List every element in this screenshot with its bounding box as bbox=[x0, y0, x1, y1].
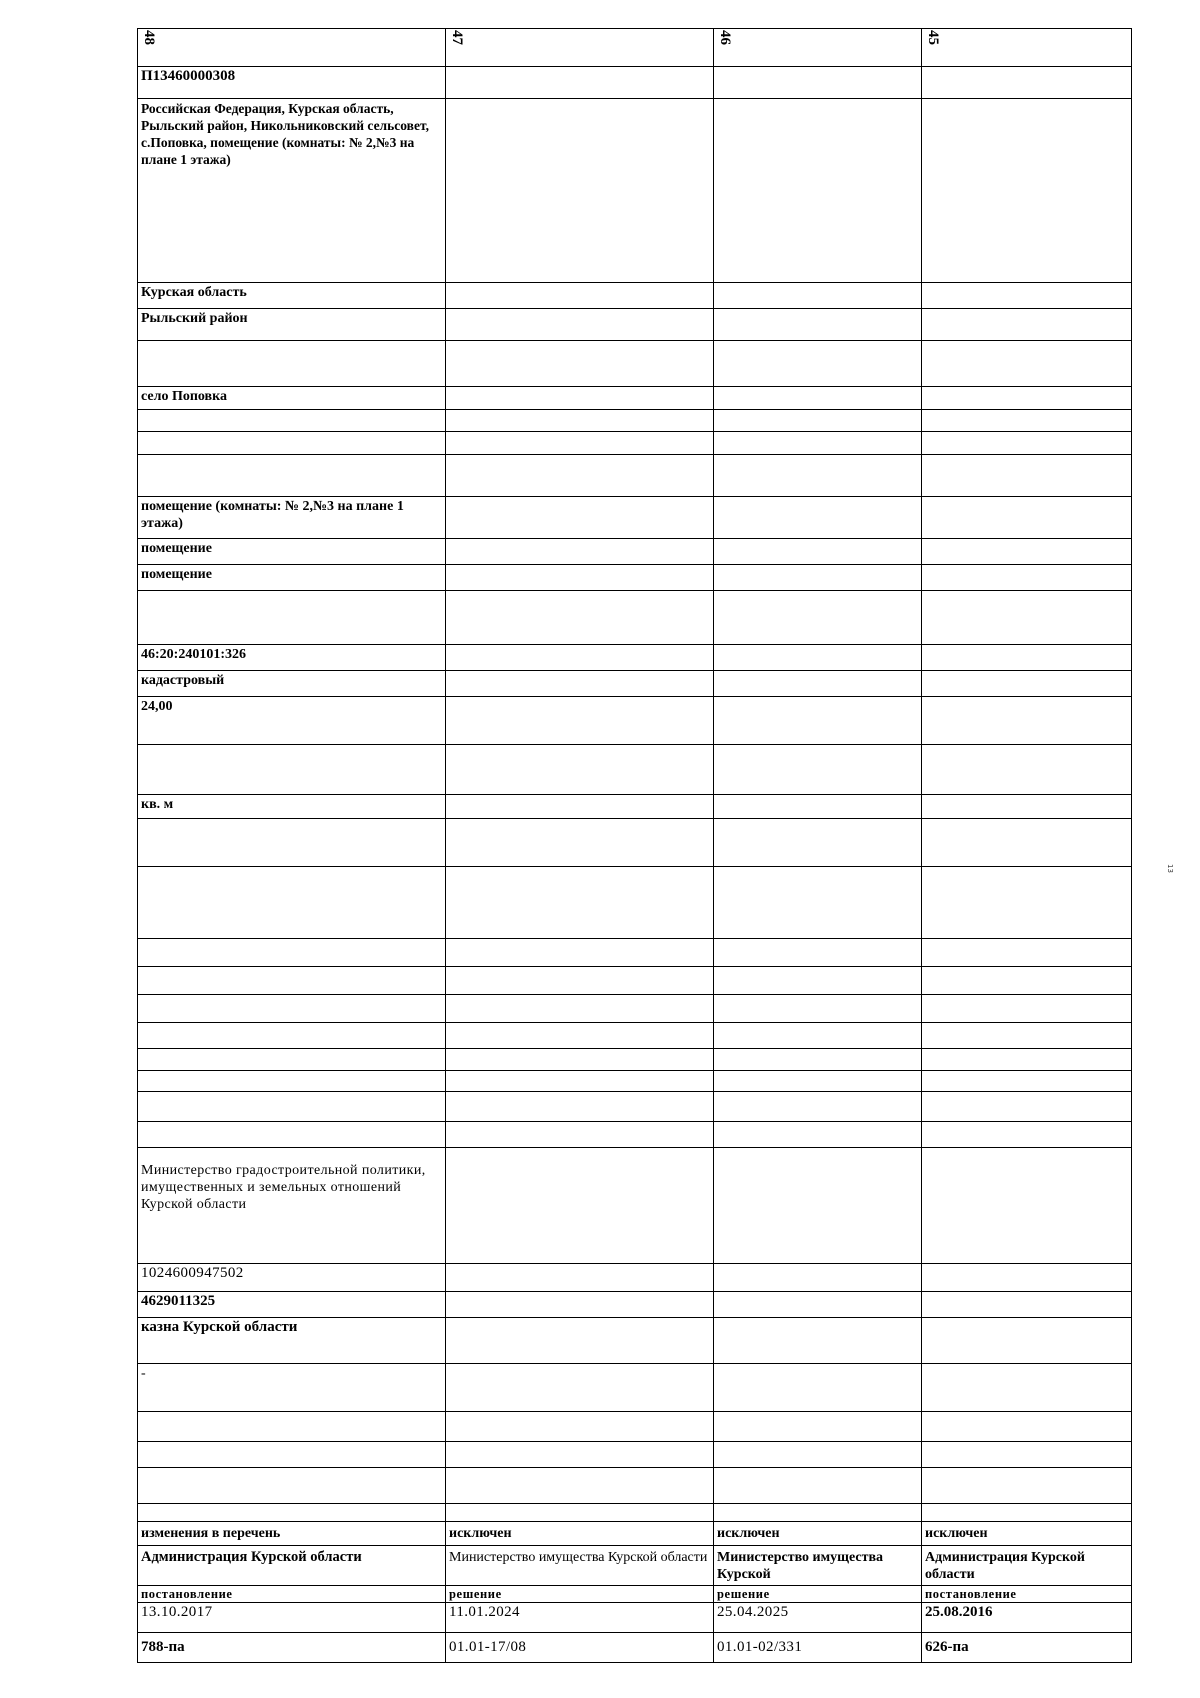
table-row bbox=[138, 1633, 1132, 1663]
empty-cell bbox=[138, 1504, 446, 1522]
empty-cell bbox=[714, 697, 922, 745]
authority-cell: Министерство имущества Курской области bbox=[446, 1546, 714, 1586]
empty-cell bbox=[714, 1148, 922, 1264]
empty-cell bbox=[446, 1292, 714, 1318]
empty-cell bbox=[714, 1412, 922, 1442]
empty-cell bbox=[714, 455, 922, 497]
object-type: помещение bbox=[138, 539, 446, 565]
empty-cell bbox=[138, 432, 446, 455]
empty-cell bbox=[446, 1092, 714, 1122]
empty-cell bbox=[714, 819, 922, 867]
locality: село Поповка bbox=[138, 387, 446, 410]
empty-cell bbox=[714, 387, 922, 410]
empty-cell bbox=[714, 1092, 922, 1122]
empty-cell bbox=[446, 1071, 714, 1092]
empty-cell bbox=[922, 283, 1132, 309]
empty-cell bbox=[446, 939, 714, 967]
empty-cell bbox=[446, 1023, 714, 1049]
empty-cell bbox=[138, 995, 446, 1023]
owner-name: Министерство градостроительной политики, имущественных и земельных отношений Курской области bbox=[138, 1148, 446, 1264]
empty-cell bbox=[922, 1049, 1132, 1071]
empty-cell bbox=[922, 671, 1132, 697]
empty-cell bbox=[446, 1364, 714, 1412]
empty-cell bbox=[922, 1442, 1132, 1468]
date-cell: 25.04.2025 bbox=[714, 1603, 922, 1633]
table-row bbox=[138, 455, 1132, 497]
empty-cell bbox=[446, 1412, 714, 1442]
empty-cell bbox=[446, 1442, 714, 1468]
district: Рыльский район bbox=[138, 309, 446, 341]
empty-cell bbox=[714, 1023, 922, 1049]
table-row bbox=[138, 1504, 1132, 1522]
empty-cell bbox=[922, 497, 1132, 539]
treasury: казна Курской области bbox=[138, 1318, 446, 1364]
empty-cell bbox=[922, 795, 1132, 819]
empty-cell bbox=[714, 341, 922, 387]
empty-cell bbox=[922, 819, 1132, 867]
column-number: 45 bbox=[922, 29, 1132, 67]
authority-cell: Министерство имущества Курской bbox=[714, 1546, 922, 1586]
empty-cell bbox=[714, 565, 922, 591]
area-unit: кв. м bbox=[138, 795, 446, 819]
number-cell: 01.01-02/331 bbox=[714, 1633, 922, 1663]
full-address: Российская Федерация, Курская область, Рыльский район, Никольниковский сельсовет, с.Поповка, помещение (комнаты: № 2,№3 на плане 1 этажа) bbox=[138, 99, 446, 283]
empty-cell bbox=[138, 341, 446, 387]
table-row bbox=[138, 939, 1132, 967]
column-number: 46 bbox=[714, 29, 922, 67]
empty-cell bbox=[922, 539, 1132, 565]
empty-cell bbox=[714, 1442, 922, 1468]
empty-cell bbox=[714, 745, 922, 795]
empty-cell bbox=[922, 341, 1132, 387]
table-row bbox=[138, 1023, 1132, 1049]
empty-cell bbox=[138, 745, 446, 795]
table-row bbox=[138, 1586, 1132, 1603]
empty-cell bbox=[138, 1071, 446, 1092]
table-row bbox=[138, 1122, 1132, 1148]
doc-type-cell: постановление bbox=[138, 1586, 446, 1603]
table-row bbox=[138, 1071, 1132, 1092]
empty-cell bbox=[714, 995, 922, 1023]
empty-cell bbox=[922, 745, 1132, 795]
table-row bbox=[138, 1318, 1132, 1364]
table-row bbox=[138, 1092, 1132, 1122]
empty-cell bbox=[714, 1071, 922, 1092]
number-type: кадастровый bbox=[138, 671, 446, 697]
empty-cell bbox=[922, 1148, 1132, 1264]
empty-cell bbox=[714, 309, 922, 341]
empty-cell bbox=[714, 1049, 922, 1071]
ogrn: 1024600947502 bbox=[138, 1264, 446, 1292]
empty-cell bbox=[714, 67, 922, 99]
table-row bbox=[138, 591, 1132, 645]
doc-type-cell: решение bbox=[446, 1586, 714, 1603]
status-cell: изменения в перечень bbox=[138, 1522, 446, 1546]
empty-cell bbox=[714, 432, 922, 455]
empty-cell bbox=[446, 995, 714, 1023]
empty-cell bbox=[922, 455, 1132, 497]
table-row bbox=[138, 1468, 1132, 1504]
empty-cell bbox=[714, 967, 922, 995]
empty-cell bbox=[922, 645, 1132, 671]
empty-cell bbox=[446, 387, 714, 410]
empty-cell bbox=[922, 99, 1132, 283]
registry-number: П13460000308 bbox=[138, 67, 446, 99]
empty-cell bbox=[922, 565, 1132, 591]
empty-cell bbox=[922, 967, 1132, 995]
empty-cell bbox=[714, 410, 922, 432]
empty-cell bbox=[922, 697, 1132, 745]
table-row bbox=[138, 671, 1132, 697]
empty-cell bbox=[446, 1264, 714, 1292]
table-row bbox=[138, 283, 1132, 309]
empty-cell bbox=[446, 67, 714, 99]
empty-cell bbox=[922, 387, 1132, 410]
empty-cell bbox=[446, 745, 714, 795]
table-row bbox=[138, 1442, 1132, 1468]
number-cell: 01.01-17/08 bbox=[446, 1633, 714, 1663]
empty-cell bbox=[922, 410, 1132, 432]
empty-cell bbox=[714, 1264, 922, 1292]
table-row bbox=[138, 745, 1132, 795]
empty-cell bbox=[714, 939, 922, 967]
empty-cell bbox=[446, 967, 714, 995]
table-row bbox=[138, 1546, 1132, 1586]
empty-cell bbox=[922, 1122, 1132, 1148]
empty-cell bbox=[138, 819, 446, 867]
empty-cell bbox=[714, 1468, 922, 1504]
table-row bbox=[138, 67, 1132, 99]
empty-cell bbox=[714, 1364, 922, 1412]
date-cell: 25.08.2016 bbox=[922, 1603, 1132, 1633]
empty-cell bbox=[446, 565, 714, 591]
empty-cell bbox=[922, 67, 1132, 99]
empty-cell bbox=[714, 497, 922, 539]
empty-cell bbox=[714, 795, 922, 819]
table-row bbox=[138, 697, 1132, 745]
empty-cell bbox=[922, 1468, 1132, 1504]
empty-cell bbox=[714, 591, 922, 645]
empty-cell bbox=[138, 410, 446, 432]
table-row bbox=[138, 1049, 1132, 1071]
empty-cell bbox=[446, 283, 714, 309]
empty-cell bbox=[446, 455, 714, 497]
table-row bbox=[138, 867, 1132, 939]
empty-cell bbox=[446, 1122, 714, 1148]
empty-cell bbox=[138, 1442, 446, 1468]
number-cell: 788-па bbox=[138, 1633, 446, 1663]
table-row bbox=[138, 387, 1132, 410]
empty-cell bbox=[922, 1504, 1132, 1522]
empty-cell bbox=[446, 819, 714, 867]
empty-cell bbox=[714, 645, 922, 671]
number-cell: 626-па bbox=[922, 1633, 1132, 1663]
empty-cell bbox=[446, 432, 714, 455]
empty-cell bbox=[138, 1412, 446, 1442]
empty-cell bbox=[446, 1049, 714, 1071]
empty-cell bbox=[922, 1364, 1132, 1412]
object-name: помещение bbox=[138, 565, 446, 591]
column-number: 47 bbox=[446, 29, 714, 67]
empty-cell bbox=[714, 671, 922, 697]
table-row bbox=[138, 645, 1132, 671]
empty-cell bbox=[446, 309, 714, 341]
empty-cell bbox=[138, 1023, 446, 1049]
empty-cell bbox=[922, 1318, 1132, 1364]
empty-cell bbox=[446, 697, 714, 745]
empty-cell bbox=[922, 1092, 1132, 1122]
table-row bbox=[138, 1148, 1132, 1264]
table-row bbox=[138, 410, 1132, 432]
empty-cell bbox=[922, 432, 1132, 455]
region: Курская область bbox=[138, 283, 446, 309]
premises: помещение (комнаты: № 2,№3 на плане 1 этажа) bbox=[138, 497, 446, 539]
empty-cell bbox=[446, 795, 714, 819]
authority-cell: Администрация Курской области bbox=[922, 1546, 1132, 1586]
empty-cell bbox=[138, 1468, 446, 1504]
empty-cell bbox=[922, 1264, 1132, 1292]
empty-cell bbox=[922, 1412, 1132, 1442]
empty-cell bbox=[922, 1071, 1132, 1092]
date-cell: 11.01.2024 bbox=[446, 1603, 714, 1633]
empty-cell bbox=[446, 671, 714, 697]
margin-mark: 13 bbox=[1166, 864, 1174, 873]
empty-cell bbox=[446, 645, 714, 671]
registry-table bbox=[137, 28, 1132, 1663]
empty-cell bbox=[714, 1122, 922, 1148]
empty-cell bbox=[446, 1504, 714, 1522]
table-row bbox=[138, 565, 1132, 591]
registry-sheet bbox=[137, 28, 1131, 1663]
empty-cell bbox=[922, 995, 1132, 1023]
empty-cell bbox=[138, 1122, 446, 1148]
table-row bbox=[138, 341, 1132, 387]
empty-cell bbox=[922, 939, 1132, 967]
status-cell: исключен bbox=[714, 1522, 922, 1546]
empty-cell bbox=[714, 867, 922, 939]
date-cell: 13.10.2017 bbox=[138, 1603, 446, 1633]
empty-cell bbox=[446, 341, 714, 387]
empty-cell bbox=[714, 1292, 922, 1318]
empty-cell bbox=[446, 591, 714, 645]
empty-cell bbox=[922, 309, 1132, 341]
empty-cell bbox=[446, 410, 714, 432]
table-row bbox=[138, 1412, 1132, 1442]
empty-cell bbox=[922, 1292, 1132, 1318]
empty-cell bbox=[446, 1468, 714, 1504]
doc-type-cell: постановление bbox=[922, 1586, 1132, 1603]
empty-cell bbox=[138, 591, 446, 645]
empty-cell bbox=[446, 539, 714, 565]
table-row bbox=[138, 497, 1132, 539]
doc-type-cell: решение bbox=[714, 1586, 922, 1603]
table-row bbox=[138, 539, 1132, 565]
empty-cell bbox=[714, 283, 922, 309]
area-value: 24,00 bbox=[138, 697, 446, 745]
empty-cell bbox=[446, 99, 714, 283]
table-row bbox=[138, 1364, 1132, 1412]
table-row bbox=[138, 819, 1132, 867]
table-row bbox=[138, 99, 1132, 283]
dash-value: - bbox=[138, 1364, 446, 1412]
cadastral-number: 46:20:240101:326 bbox=[138, 645, 446, 671]
status-cell: исключен bbox=[446, 1522, 714, 1546]
empty-cell bbox=[446, 1148, 714, 1264]
table-row bbox=[138, 1603, 1132, 1633]
table-row bbox=[138, 1522, 1132, 1546]
empty-cell bbox=[922, 867, 1132, 939]
empty-cell bbox=[714, 539, 922, 565]
table-row bbox=[138, 432, 1132, 455]
empty-cell bbox=[446, 497, 714, 539]
empty-cell bbox=[714, 1318, 922, 1364]
table-row bbox=[138, 309, 1132, 341]
inn: 4629011325 bbox=[138, 1292, 446, 1318]
table-row bbox=[138, 1292, 1132, 1318]
table-row bbox=[138, 995, 1132, 1023]
empty-cell bbox=[138, 967, 446, 995]
table-row bbox=[138, 967, 1132, 995]
table-row bbox=[138, 795, 1132, 819]
empty-cell bbox=[138, 1092, 446, 1122]
empty-cell bbox=[714, 99, 922, 283]
column-number: 48 bbox=[138, 29, 446, 67]
empty-cell bbox=[922, 1023, 1132, 1049]
status-cell: исключен bbox=[922, 1522, 1132, 1546]
table-row bbox=[138, 29, 1132, 67]
empty-cell bbox=[714, 1504, 922, 1522]
empty-cell bbox=[446, 867, 714, 939]
empty-cell bbox=[138, 867, 446, 939]
empty-cell bbox=[138, 455, 446, 497]
empty-cell bbox=[446, 1318, 714, 1364]
table-row bbox=[138, 1264, 1132, 1292]
empty-cell bbox=[922, 591, 1132, 645]
empty-cell bbox=[138, 939, 446, 967]
authority-cell: Администрация Курской области bbox=[138, 1546, 446, 1586]
empty-cell bbox=[138, 1049, 446, 1071]
